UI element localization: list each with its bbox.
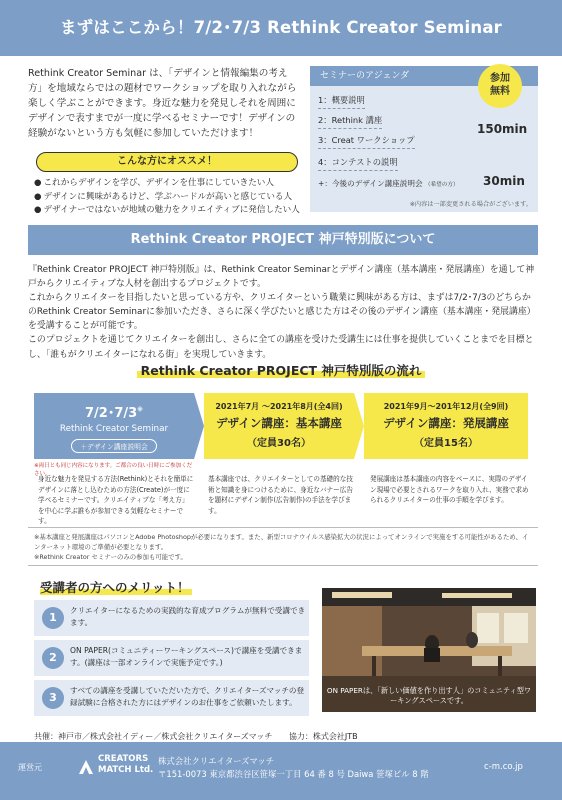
agenda-extra: +：今後のデザイン講座説明会 （希望の方） xyxy=(318,179,459,188)
advanced-capacity: （定員15名） xyxy=(414,438,478,449)
about-paragraph: このプロジェクトを通じてクリエイターを創出し、さらに全ての講座を受けた受講生には仕事を提供していくことまでを目標とし、「誰もがクリエイターになれる街」を実現していきます。 xyxy=(28,335,534,360)
merit-item xyxy=(34,640,309,676)
free-badge xyxy=(478,64,522,108)
basic-desc: 基本講座では、クリエイターとしての基礎的な技術と知識を身につけるために、身近なバナー広告を題材にデザイン制作(広告制作)の手法を学びます。 xyxy=(208,475,353,515)
about-paragraph: これからクリエイターを目指したいと思っている方や、クリエイターという職業に興味がある方は、まずは7/2･7/3のどちらかのRethink Creator Seminarに参加いただき、さらに深く学びたいと感じた方はその後のデザイン講座（基本講座・発展講座）を受講することが可能です。 xyxy=(28,293,536,332)
note: ※基本講座と発展講座はパソコンとAdobe Photoshopが必要になります。また、新型コロナウイルス感染拡大の状況によってオンラインで実施をする可能性があるため、インターネット環境のご準備が必要となります。 xyxy=(34,533,529,551)
recommend-item: ● デザインに興味があるけど、学ぶハードルが高いと感じている人 xyxy=(34,191,309,205)
about-paragraph: 『Rethink Creator PROJECT 神戸特別版』は、Rethink Creator Seminarとデザイン講座（基本講座・発展講座）を通して神戸からクリエイティブな人材を創出するプロジェクトです。 xyxy=(28,265,535,290)
seminar-name: Rethink Creator Seminar xyxy=(59,424,169,434)
cosponsor-label: 共催：神戸市／株式会社イディー／株式会社クリエイターズマッチ xyxy=(34,732,273,741)
company-info xyxy=(158,755,429,781)
seminar-date: 7/2･7/3※ xyxy=(84,406,144,421)
cosponsor-line xyxy=(34,731,534,742)
page-title: まずはここから！7/2･7/3 Rethink Creator Seminar xyxy=(0,0,562,56)
agenda-time-extra: 30min xyxy=(483,174,525,188)
flow-step-seminar xyxy=(34,393,194,459)
advanced-desc: 発展講座は基本講座の内容をベースに、実際のデザイン現場で必要とされるワークを取り入れ、実務で求められるクリエイターの仕事の手順を学びます。 xyxy=(370,475,529,504)
flow-arrow xyxy=(194,393,204,459)
seminar-note: ※両日とも同じ内容になります。ご都合の良い日時にご参加ください。 xyxy=(34,463,193,477)
merit-item xyxy=(34,680,309,716)
agenda-item: 4：コンテストの説明 xyxy=(318,156,458,171)
merit-text: すべての講座を受講していただいた方で、クリエイターズマッチの登録試験に合格された方にはデザインのお仕事をご依頼いたします。 xyxy=(70,686,305,707)
badge-line: 参加 xyxy=(490,73,510,84)
note: ※Rethink Creator セミナーのみの参加も可能です。 xyxy=(34,553,187,561)
agenda-title: セミナーのアジェンダ xyxy=(310,66,538,86)
badge-line: 無料 xyxy=(490,86,510,97)
agenda-item: 1：概要説明 xyxy=(318,94,458,109)
footer xyxy=(0,742,562,800)
basic-capacity: （定員30名） xyxy=(247,438,311,449)
flow-notes xyxy=(34,532,534,562)
agenda-note: ※内容は一部変更される場合がございます。 xyxy=(409,201,532,208)
flow-step-basic xyxy=(204,393,354,459)
merit-number: 3 xyxy=(42,687,64,709)
recommend-item: ● これからデザインを学び、デザインを仕事にしていきたい人 xyxy=(34,177,309,191)
advanced-course: デザイン講座：発展講座 xyxy=(383,416,509,430)
merit-item xyxy=(34,600,309,636)
divider xyxy=(28,565,538,566)
divider xyxy=(28,527,538,528)
brand-name: CREATORS MATCH Ltd. xyxy=(98,754,154,775)
recommend-item: ● デザイナーではないが地域の魅力をクリエイティブに発信したい人 xyxy=(34,204,309,218)
creators-match-logo-icon xyxy=(76,757,96,777)
photo-caption: ON PAPERは、「新しい価値を作り出す人」のコミュニティ型ワーキングスペースです。 xyxy=(326,686,532,705)
merit-title: 受講者の方へのメリット！ xyxy=(40,580,190,595)
basic-date: 2021年7月 〜2021年8月(全4回) xyxy=(215,402,343,411)
agenda-item: 3：Creat ワークショップ xyxy=(318,134,458,149)
merit-text: クリエイターになるための実践的な育成プログラムが無料で受講できます。 xyxy=(70,606,306,627)
operator-label: 運営元 xyxy=(18,763,42,772)
website-link[interactable]: c-m.co.jp xyxy=(484,762,523,772)
seminar-pill: ＋デザイン講座説明会 xyxy=(71,439,157,453)
company-name: 株式会社クリエイターズマッチ xyxy=(158,756,275,766)
agenda-panel xyxy=(310,66,538,212)
seminar-desc: 身近な魅力を発見する方法(Rethink)とそれを簡単にデザインに落とし込むための方法(Create)が一度に学べるセミナーです。クリエイティブな「考え方」を中心に学ぶ誰もが参加できる気軽なセミナーです。 xyxy=(38,475,194,525)
recommend-list xyxy=(34,177,309,218)
agenda-item: 2：Rethink 講座 xyxy=(318,114,458,129)
recommend-title: こんな方にオススメ！ xyxy=(36,152,298,172)
advanced-date: 2021年9月〜201年12月(全9回) xyxy=(383,402,509,411)
flow-arrow xyxy=(354,393,364,459)
about-heading: Rethink Creator PROJECT 神戸特別版について xyxy=(28,225,538,255)
company-address: 〒151-0073 東京都渋谷区笹塚一丁目 64 番 8 号 Daiwa 笹塚ビル 8 階 xyxy=(158,769,429,779)
agenda-time-main: 150min xyxy=(477,122,528,136)
about-text xyxy=(28,263,538,362)
intro-text: Rethink Creator Seminar は、「デザインと情報編集の考え方」を地域ならではの題材でワークショップを取り入れながら楽しく学ぶことができます。身近な魅力を発見しそれを周囲にデザインで表すまでが一度に学べるセミナーです！デザインの経験がないという方も気軽に参加していただけます！ xyxy=(28,68,297,139)
merit-number: 1 xyxy=(42,607,64,629)
merit-number: 2 xyxy=(42,647,64,669)
flow-step-advanced xyxy=(364,393,528,459)
flow-title: Rethink Creator PROJECT 神戸特別版の流れ xyxy=(104,361,458,383)
basic-course: デザイン講座：基本講座 xyxy=(216,416,342,430)
merit-text: ON PAPER(コミュニティーワーキングスペース)で講座を受講できます。(講座は一部オンラインで実施予定です。) xyxy=(70,646,303,667)
support-label: 協力：株式会社JTB xyxy=(288,732,358,741)
